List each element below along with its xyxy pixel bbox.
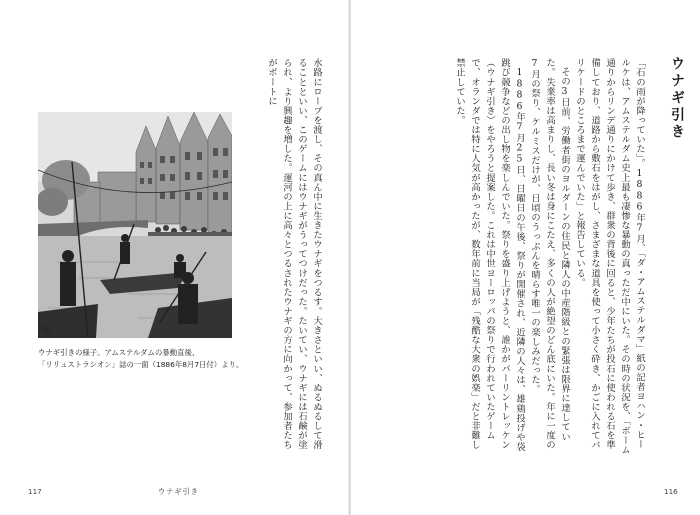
engraving-signature: Pb. [42, 327, 52, 334]
right-page [351, 0, 700, 515]
paragraph: 「石の雨が降っていた」。1886年7月、「ダ・アムステルダマ」紙の記者ヨハン・ヒールケは、アムステルダム史上最も凄惨な暴動の真っただ中にいた。その時の状況を、「ボーム通りからリンデ通りにかけて歩き、群衆の背後に回ると、少年たちが投石に使われる石を準備しており、道路から敷石をはがし、さまざまな道具を使って小さく砕き、かごに入れてバリケードのところまで運んでいた」と報告している。 [574, 58, 645, 455]
running-head: ウナギ引き [158, 487, 199, 496]
left-body-text [242, 58, 324, 458]
paragraph: 1886年7月25日、日曜日の午後、祭りが開催され、近隣の人々は、雄鶏投げや袋跳び競争などの出し物を楽しんでいた。祭りを盛り上げようと、誰かがパーリントレッケン（ウナギ引き）をやろうと提案した。これは中世ヨーロッパの祭りで行われていたゲームで、オランダでは特に人気が高かったが、数年前に当局が「残酷な大衆の娯楽」だと非難し禁止していた。 [454, 58, 525, 452]
paragraph: 水路にロープを渡し、その真ん中に生きたウナギをつるす。大きさといい、ぬるぬるして滑ることといい、このゲームにはウナギがうってつけだった。たいてい、ウナギには石鹸が塗られ、より興趣を増した。運河の上に高々とつるされたウナギの方に向かって、参加者たちがボートに [266, 58, 322, 450]
caption-line: ウナギ引きの様子。アムステルダムの暴動直後、 [38, 348, 200, 357]
right-body-text [377, 58, 647, 458]
caption-line: 「リリュストラシオン」誌の一面（1886年8月7日付）より。 [38, 360, 244, 369]
left-page [0, 0, 349, 515]
paragraph: その3日前、労働者街のヨルダーンの住民と隣人の中産階級との緊張は限界に達していた。失業率は高まりし、長い冬は身にこたえ、多くの人が絶望のどん底にいた。年に一度の7月の祭り、ケルミスだけが、日頃のうっぷんを晴らす唯一の楽しみだった。 [529, 58, 570, 450]
page-number-left: 117 [28, 487, 42, 496]
figure-caption [38, 347, 244, 371]
chapter-title: ウナギ引き [669, 56, 685, 141]
eel-pulling-engraving [38, 112, 232, 338]
page-number-right: 116 [664, 487, 678, 496]
